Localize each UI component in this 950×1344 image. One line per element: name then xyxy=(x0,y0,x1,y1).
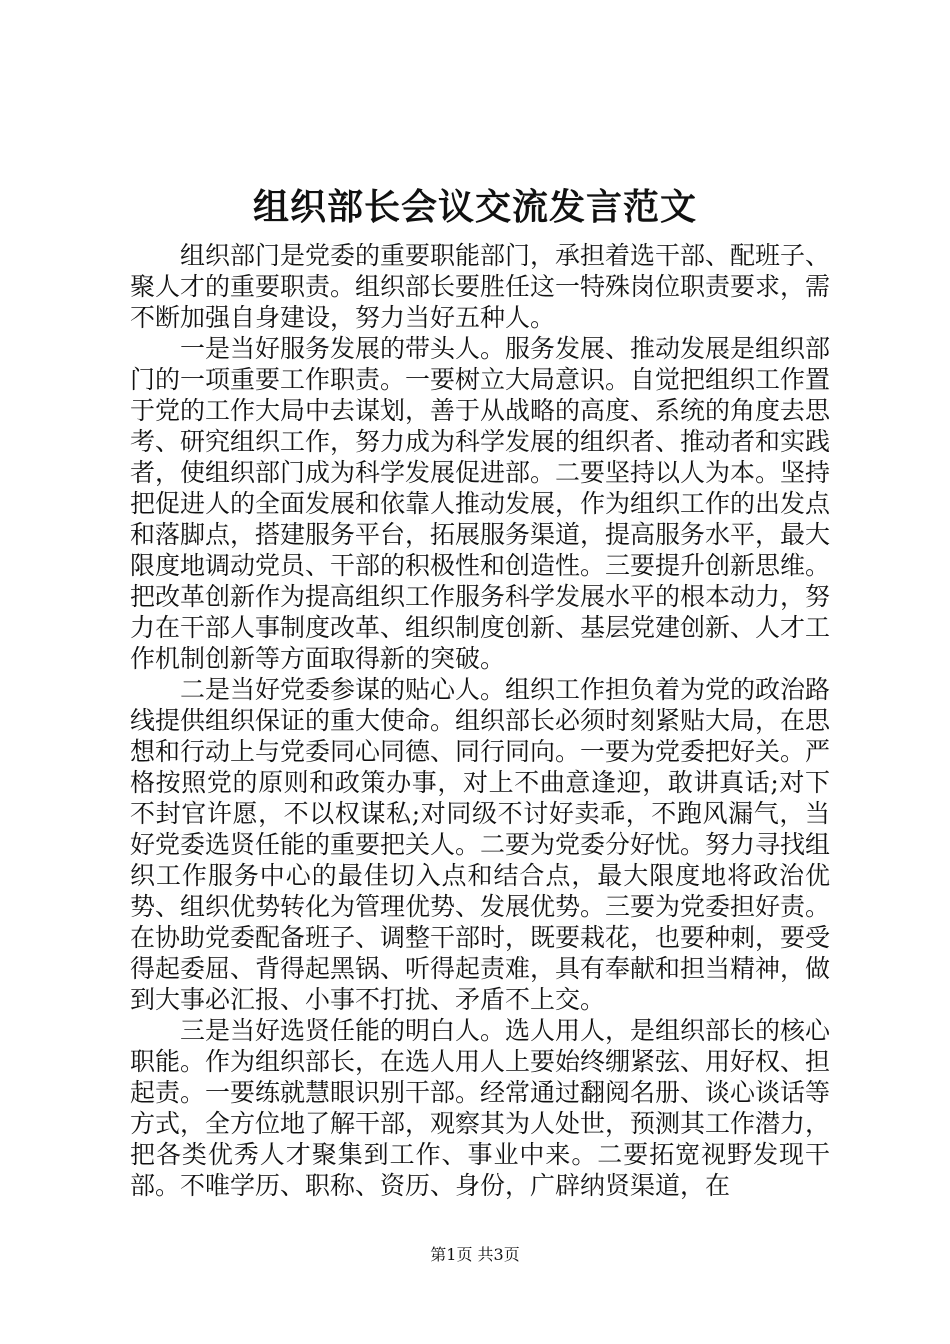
paragraph-section-two: 二是当好党委参谋的贴心人。组织工作担负着为党的政治路线提供组织保证的重大使命。组织部长必须时刻紧贴大局，在思想和行动上与党委同心同德、同行同向。一要为党委把好关。严格按照党的原则和政策办事，对上不曲意逢迎，敢讲真话;对下不封官许愿，不以权谋私;对同级不讨好卖乖，不跑风漏气，当好党委选贤任能的重要把关人。二要为党委分好忧。努力寻找组织工作服务中心的最佳切入点和结合点，最大限度地将政治优势、组织优势转化为管理优势、发展优势。三要为党委担好责。在协助党委配备班子、调整干部时，既要栽花，也要种刺，要受得起委屈、背得起黑锅、听得起责难，具有奉献和担当精神，做到大事必汇报、小事不打扰、矛盾不上交。 xyxy=(130,675,831,1014)
document-title: 组织部长会议交流发言范文 xyxy=(252,187,697,228)
paragraph-section-three: 三是当好选贤任能的明白人。选人用人，是组织部长的核心职能。作为组织部长，在选人用人上要始终绷紧弦、用好权、担起责。一要练就慧眼识别干部。经常通过翻阅名册、谈心谈话等方式，全方位地了解干部，观察其为人处世，预测其工作潜力，把各类优秀人才聚集到工作、事业中来。二要拓宽视野发现干部。不唯学历、职称、资历、身份，广辟纳贤渠道，在 xyxy=(130,1016,831,1200)
paragraph-section-one: 一是当好服务发展的带头人。服务发展、推动发展是组织部门的一项重要工作职责。一要树立大局意识。自觉把组织工作置于党的工作大局中去谋划，善于从战略的高度、系统的角度去思考、研究组织工作，努力成为科学发展的组织者、推动者和实践者，使组织部门成为科学发展促进部。二要坚持以人为本。坚持把促进人的全面发展和依靠人推动发展，作为组织工作的出发点和落脚点，搭建服务平台，拓展服务渠道，提高服务水平，最大限度地调动党员、干部的积极性和创造性。三要提升创新思维。把改革创新作为提高组织工作服务科学发展水平的根本动力，努力在干部人事制度改革、组织制度创新、基层党建创新、人才工作机制创新等方面取得新的突破。 xyxy=(130,334,831,673)
paragraph-intro: 组织部门是党委的重要职能部门，承担着选干部、配班子、聚人才的重要职责。组织部长要胜任这一特殊岗位职责要求，需不断加强自身建设，努力当好五种人。 xyxy=(130,241,831,332)
page-footer: 第1页 共3页 xyxy=(430,1245,520,1264)
document-body xyxy=(130,240,830,1201)
